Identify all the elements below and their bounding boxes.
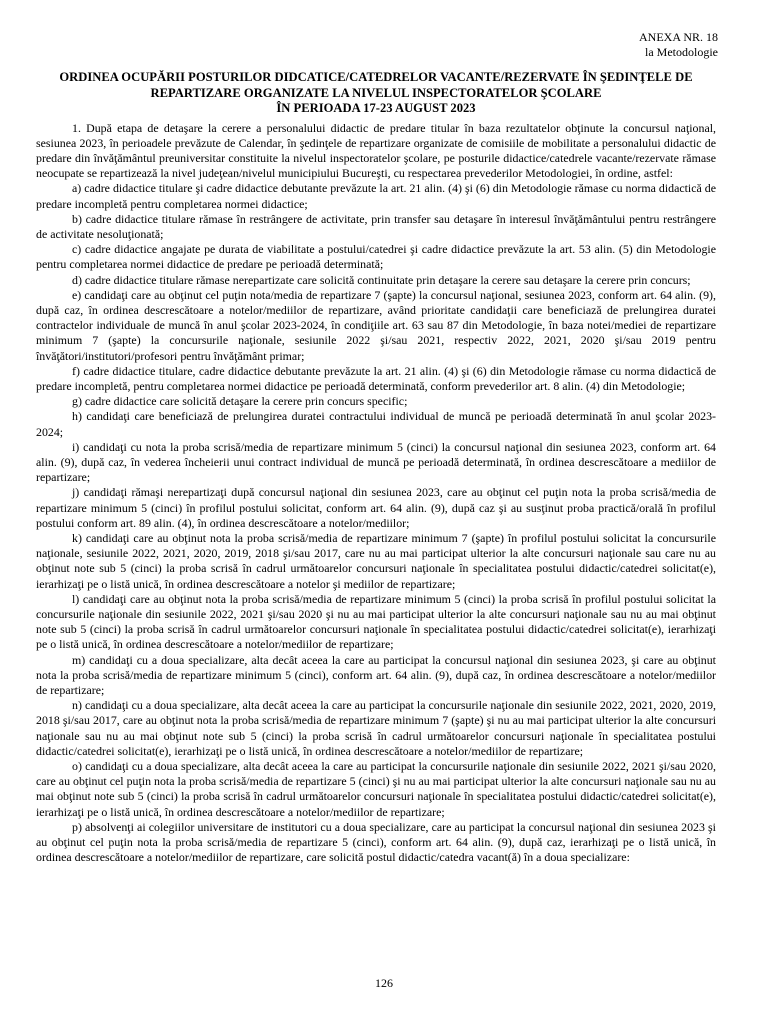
paragraph-c: c) cadre didactice angajate pe durata de viabilitate a postului/catedrei şi cadre didactice prevăzute la art. 53 alin. (5) din Metodologie pentru completarea normei didactice de predare pe perioadă determinată; [36, 242, 716, 272]
paragraph-h: h) candidaţi care beneficiază de prelungirea duratei contractului individual de muncă pe perioadă determinată în anul şcolar 2023-2024; [36, 409, 716, 439]
paragraph-o: o) candidaţi cu a doua specializare, alta decât aceea la care au participat la concursurile naţionale din sesiunile 2022, 2021 şi/sau 2020, care au obţinut cel puţin nota la proba scrisă/media de repartizare 5 (cinci) şi nu au mai participat ulterior la alte concursuri naţionale sau nu au mai obţinut note sub 5 (cinci) la proba scrisă în cadrul următoarelor concursuri naţionale în specialitatea postului didactic/catedrei solicitat(e), ierarhizaţi pe o listă unică, în ordinea descrescătoare a notelor/mediilor de repartizare; [36, 759, 716, 819]
paragraph-l: l) candidaţi care au obţinut nota la proba scrisă/media de repartizare minimum 5 (cinci) la proba scrisă în profilul postului solicitat la concursurile naţionale din sesiunile 2022, 2021 şi/sau 2020 şi nu au mai participat ulterior la alte concursuri naţionale sau nu au mai obţinut note sub 5 (cinci) la proba scrisă în cadrul următoarelor concursuri naţionale în specialitatea postului didactic/catedrei solicitat(e), ierarhizaţi pe o listă unică, în ordinea descrescătoare a notelor/mediilor de repartizare; [36, 591, 716, 652]
title-line-1: ORDINEA OCUPĂRII POSTURILOR DIDCATICE/CATEDRELOR VACANTE/REZERVATE ÎN ŞEDINŢELE DE [59, 70, 693, 84]
document-body [36, 121, 716, 866]
paragraph-f: f) cadre didactice titulare, cadre didactice debutante prevăzute la art. 21 alin. (4) şi (6) din Metodologie rămase cu norma didactică de predare incompletă, pentru completarea normei didactice pe perioadă determinată, conform prevederilor art. 8 alin. (4) din Metodologie; [36, 363, 716, 393]
paragraph-a: a) cadre didactice titulare şi cadre didactice debutante prevăzute la art. 21 alin. (4) şi (6) din Metodologie rămase cu norma didactică de predare incompletă pentru completarea normei didactice; [36, 181, 716, 211]
annex-header [36, 30, 718, 60]
paragraph-e: e) candidaţi care au obţinut cel puţin nota/media de repartizare 7 (şapte) la concursul naţional, sesiunea 2023, conform art. 64 alin. (9), după caz, în ordinea descrescătoare a notelor/mediilor de repartizare, având prioritate candidaţii care beneficiază de prelungirea duratei contractelor individuale de muncă în anul şcolar 2023-2024, în condiţiile art. 63 sau 87 din Metodologie, în baza notei/mediei de repartizare minimum 7 (şapte) la concursurile naţionale, sesiunile 2022 şi/sau 2021, respectiv 2022, 2021, 2020 şi/sau 2019 pentru învăţători/institutori/profesori pentru învăţământ primar; [36, 287, 716, 363]
paragraph-n: n) candidaţi cu a doua specializare, alta decât aceea la care au participat la concursurile naţionale din sesiunile 2022, 2021, 2020, 2019, 2018 şi/sau 2017, care au obţinut nota la proba scrisă/media de repartizare minimum 7 (şapte) şi nu au mai participat ulterior la alte concursuri naţionale sau nu au mai obţinut note sub 5 (cinci) la proba scrisă în cadrul următoarelor concursuri naţionale în specialitatea postului didactic/catedrei solicitat(e), ierarhizaţi pe o listă unică, în ordinea descrescătoare a notelor/mediilor de repartizare; [36, 698, 716, 758]
paragraph-intro: 1. După etapa de detaşare la cerere a personalului didactic de predare titular în baza rezultatelor obţinute la concursul naţional, sesiunea 2023, în perioadele prevăzute de Calendar, în şedinţele de repartizare organizate de comisiile de mobilitate a personalului didactic de predare din învăţământul preuniversitar constituite la nivelul inspectoratelor şcolare, pe posturile didactice/catedrele vacante/rezervate rămase neocupate se repartizează la nivel judeţean/nivelul municipiului Bucureşti, cu respectarea prevederilor Metodologiei, în ordine, astfel: [36, 120, 716, 181]
annex-number: ANEXA NR. 18 [638, 30, 718, 44]
paragraph-g: g) cadre didactice care solicită detaşare la cerere prin concurs specific; [72, 394, 408, 409]
annex-reference: la Metodologie [645, 45, 718, 59]
title-line-2: REPARTIZARE ORGANIZATE LA NIVELUL INSPECTORATELOR ŞCOLARE [150, 85, 602, 100]
page-number: 126 [375, 976, 393, 990]
paragraph-j: j) candidaţi rămaşi nerepartizaţi după concursul naţional din sesiunea 2023, care au obţinut cel puţin nota la proba scrisă/media de repartizare minimum 5 (cinci) în profilul postului solicitat, conform art. 64 alin. (9), după caz şi au susţinut proba practică/orală în profilul postului conform art. 89 alin. (4), în ordinea descrescătoare a notelor/mediilor; [36, 485, 716, 530]
document-title [36, 70, 716, 117]
paragraph-d: d) cadre didactice titulare rămase nerepartizate care solicită continuitate prin detaşare la cerere sau detaşare la cerere prin concurs; [72, 272, 691, 287]
document-page [36, 30, 716, 865]
paragraph-m: m) candidaţi cu a doua specializare, alta decât aceea la care au participat la concursul naţional din sesiunea 2023, şi care au obţinut nota la proba scrisă/media de repartizare minimum 5 (cinci), conform art. 64 alin. (9), după caz, în ordinea descrescătoare a notelor/mediilor de repartizare; [36, 652, 716, 698]
paragraph-i: i) candidaţi cu nota la proba scrisă/media de repartizare minimum 5 (cinci) la concursul naţional din sesiunea 2023, conform art. 64 alin. (9), după caz, în vederea încheierii unui contract individual de muncă pe perioadă determinată, în ordinea descrescătoare a mediilor de repartizare; [36, 439, 716, 485]
paragraph-b: b) cadre didactice titulare rămase în restrângere de activitate, prin transfer sau detaşare în interesul învăţământului pentru restrângere de activitate nesoluţionată; [36, 211, 716, 241]
paragraph-p: p) absolvenţi ai colegiilor universitare de institutori cu a doua specializare, care au participat la concursul naţional din sesiunea 2023 şi au obţinut cel puţin nota la proba scrisă/media de repartizare 5 (cinci), conform art. 64 alin. (9), după caz, ierarhizaţi pe o listă unică, în ordinea descrescătoare a notelor/mediilor de repartizare, care solicită postul didactic/catedra vacant(ă) în a doua specializare: [36, 819, 716, 865]
title-line-3: ÎN PERIOADA 17-23 AUGUST 2023 [276, 101, 476, 115]
paragraph-k: k) candidaţi care au obţinut nota la proba scrisă/media de repartizare minimum 7 (şapte) în profilul postului solicitat la concursurile naţionale, sesiunile 2022, 2021, 2020, 2019, 2018 şi/sau 2017, care nu au mai participat ulterior la alte concursuri naţionale sau care nu au obţinut note sub 5 (cinci) la proba scrisă în cadrul următoarelor concursuri naţionale în specialitatea postului didactic/catedrei solicitat(e), ierarhizaţi pe o listă unică, în ordinea descrescătoare a notelor şi mediilor de repartizare; [36, 530, 716, 591]
